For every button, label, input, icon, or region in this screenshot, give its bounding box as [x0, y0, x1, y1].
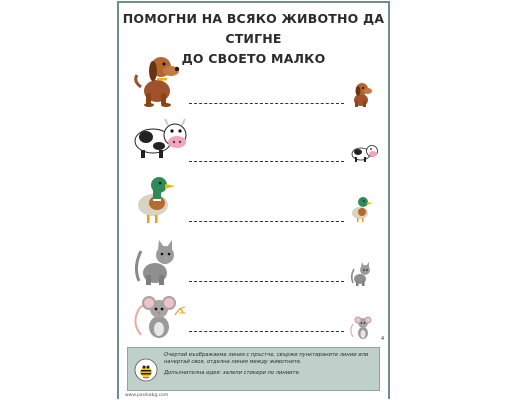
- instructions-text: [164, 352, 376, 382]
- instruction-extra: Допълнителна идея: залепи стикери по линиите.: [164, 370, 301, 377]
- baby-mouse-icon: [349, 315, 377, 341]
- dashed-path[interactable]: [189, 103, 344, 104]
- dashed-path[interactable]: [189, 161, 344, 162]
- cat-icon: [131, 237, 181, 287]
- mouse-icon: [131, 295, 189, 341]
- instruction-main: Очертай въображаема линия с пръстче, свържи пунктираните линии или начертай своя, отделна линия между животните.: [164, 352, 369, 366]
- worksheet-page: [117, 1, 390, 399]
- duck-icon: [131, 173, 179, 225]
- page-number: 4: [381, 336, 385, 342]
- dashed-path[interactable]: [189, 331, 344, 332]
- dashed-path[interactable]: [189, 221, 344, 222]
- duckling-icon: [349, 195, 375, 223]
- instructions-panel: [127, 347, 380, 391]
- title-line-1: ПОМОГНИ НА ВСЯКО ЖИВОТНО ДА СТИГНЕ: [122, 11, 385, 46]
- dashed-path[interactable]: [189, 281, 344, 282]
- title-line-2: ДО СВОЕТО МАЛКО: [181, 51, 326, 66]
- kitten-icon: [349, 261, 373, 287]
- dog-icon: [131, 51, 183, 107]
- calf-icon: [349, 143, 379, 163]
- bee-mascot-icon: [134, 358, 158, 382]
- cow-icon: [131, 117, 191, 161]
- puppy-icon: [349, 80, 373, 108]
- website-url: www.pasikabg.com: [125, 393, 169, 398]
